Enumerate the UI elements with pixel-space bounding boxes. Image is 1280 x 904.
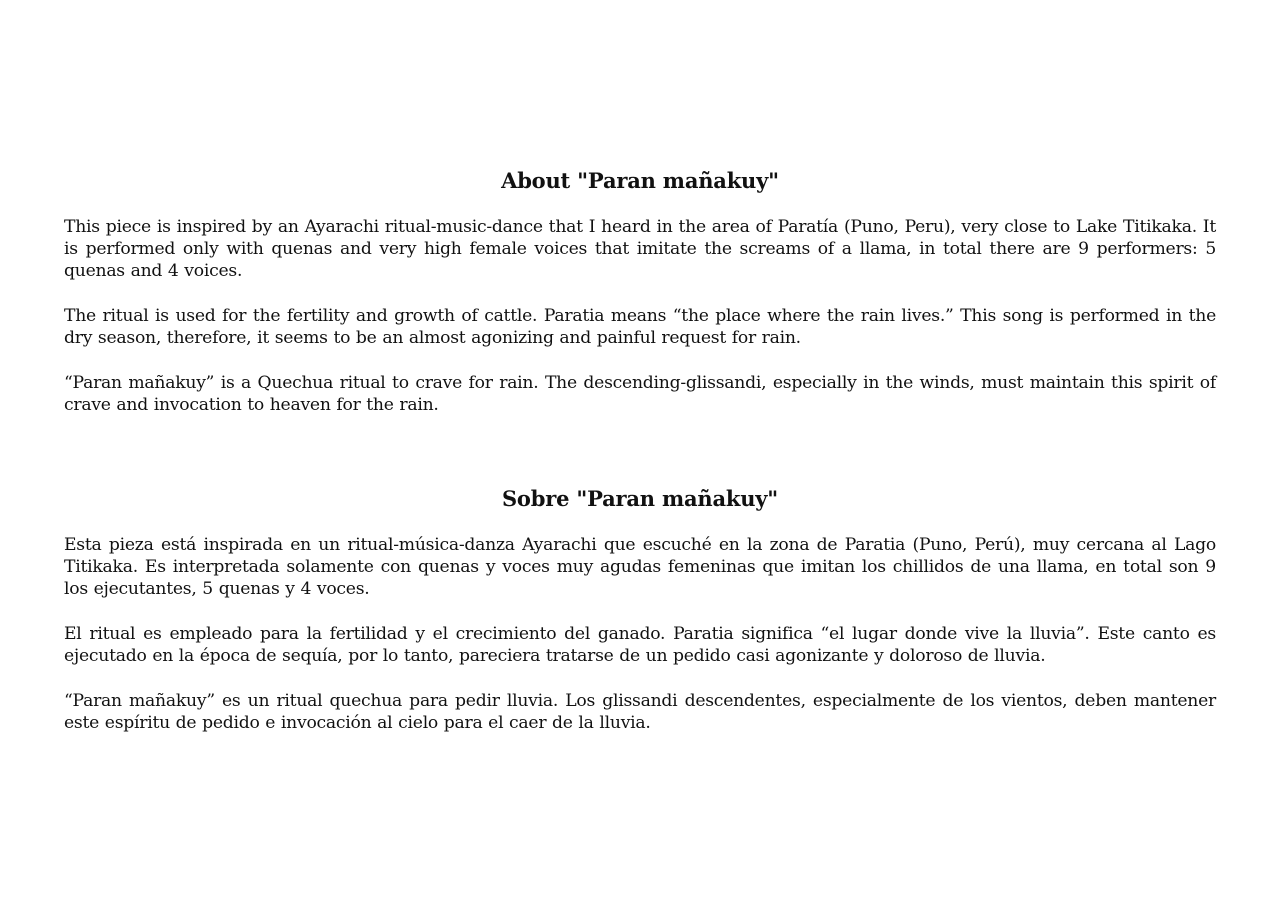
english-paragraph-2: The ritual is used for the fertility and growth of cattle. Paratia means “the place where the rain lives.” This song is performed in the dry season, therefore, it seems to be an almost agonizing and painful request for rain.	[64, 306, 1216, 348]
spanish-paragraph-3: “Paran mañakuy” es un ritual quechua para pedir lluvia. Los glissandi descendentes, especialmente de los vientos, deben mantener este espíritu de pedido e invocación al cielo para el caer de la lluvia.	[64, 691, 1216, 733]
english-section	[64, 166, 1216, 439]
english-title: About "Paran mañakuy"	[501, 168, 779, 193]
english-paragraph-1: This piece is inspired by an Ayarachi ritual-music-dance that I heard in the area of Paratía (Puno, Peru), very close to Lake Titikaka. It is performed only with quenas and very high female voices that imitate the screams of a llama, in total there are 9 performers: 5 quenas and 4 voices.	[64, 217, 1216, 281]
spanish-title: Sobre "Paran mañakuy"	[501, 486, 779, 511]
spanish-section	[64, 484, 1216, 757]
spanish-paragraph-1: Esta pieza está inspirada en un ritual-música-danza Ayarachi que escuché en la zona de Paratia (Puno, Perú), muy cercana al Lago Titikaka. Es interpretada solamente con quenas y voces muy agudas femeninas que imitan los chillidos de una llama, en total son 9 los ejecutantes, 5 quenas y 4 voces.	[64, 535, 1216, 599]
spanish-paragraph-2: El ritual es empleado para la fertilidad y el crecimiento del ganado. Paratia significa “el lugar donde vive la lluvia”. Este canto es ejecutado en la época de sequía, por lo tanto, pareciera tratarse de un pedido casi agonizante y doloroso de lluvia.	[64, 624, 1216, 666]
english-paragraph-3: “Paran mañakuy” is a Quechua ritual to crave for rain. The descending-glissandi, especially in the winds, must maintain this spirit of crave and invocation to heaven for the rain.	[64, 373, 1216, 415]
